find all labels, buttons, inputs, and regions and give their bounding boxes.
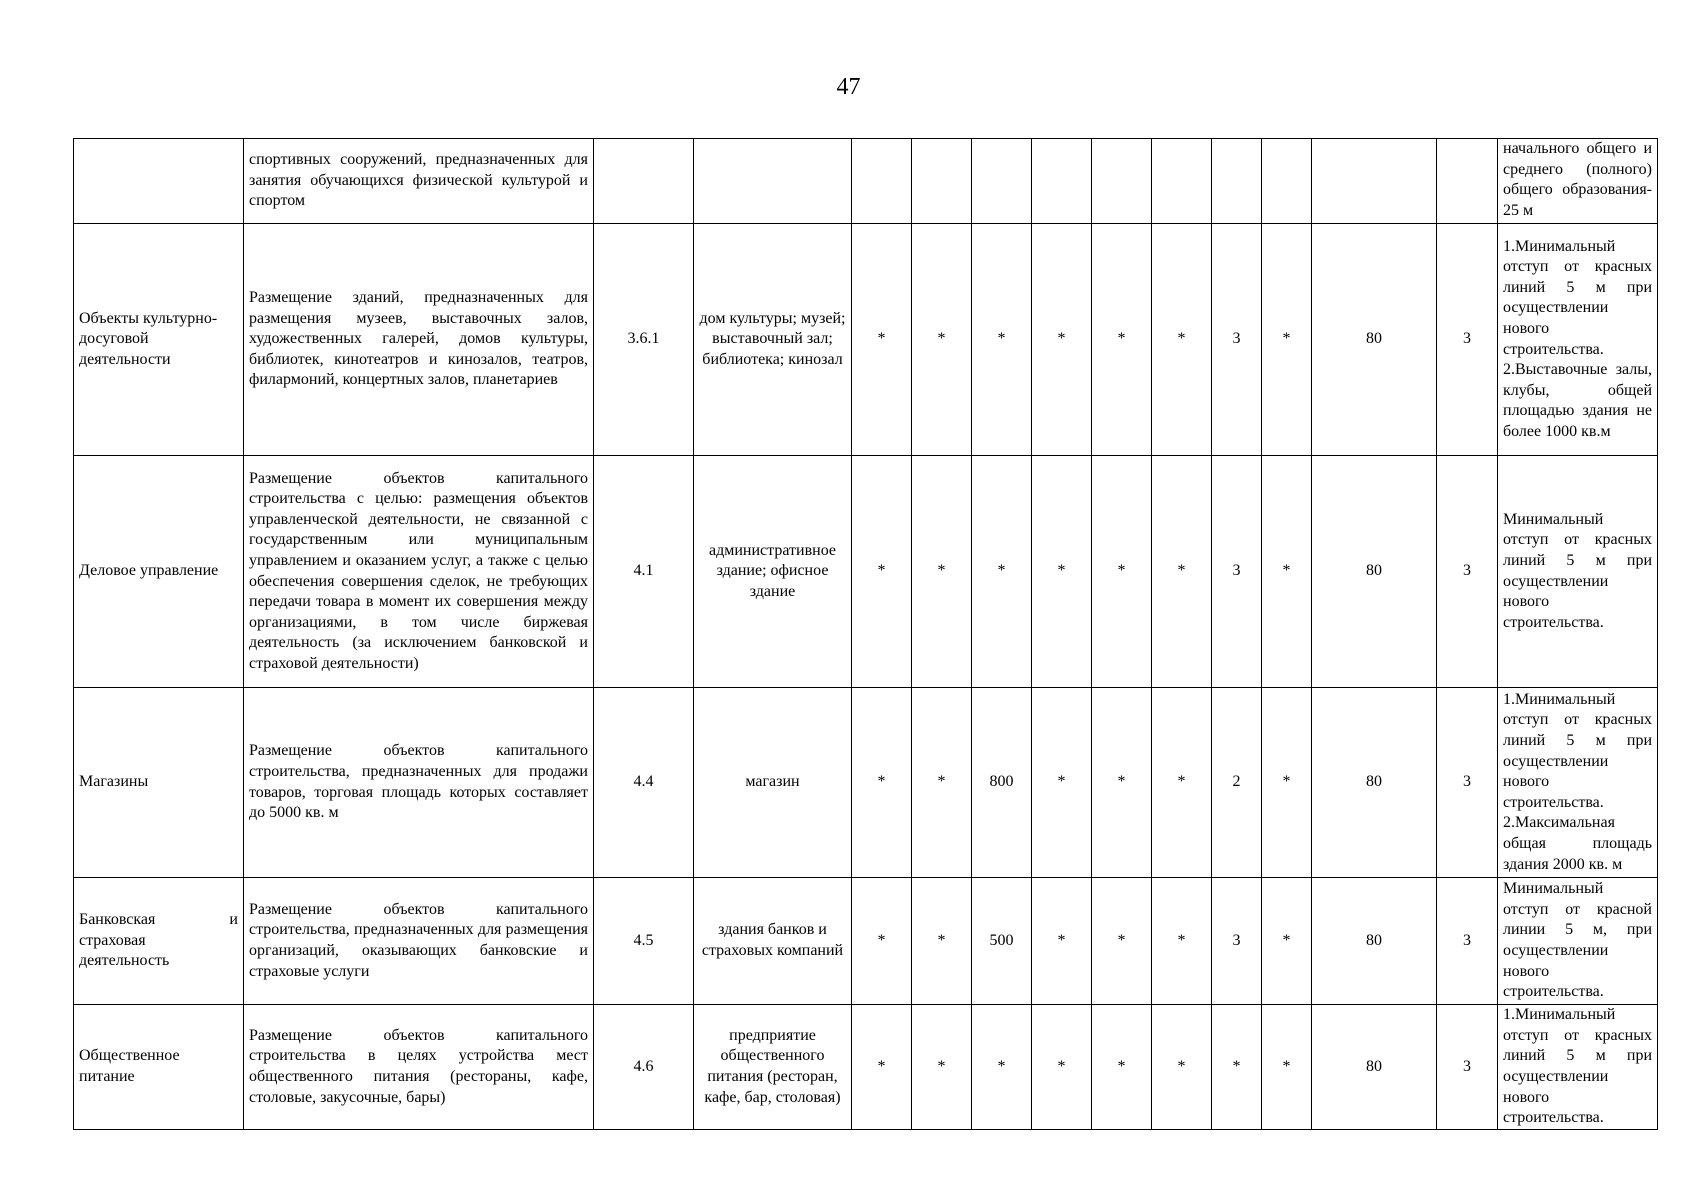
land-use-code: 4.6 <box>594 1005 694 1130</box>
permitted-objects: магазин <box>694 688 852 878</box>
param-cell: * <box>912 224 972 456</box>
table-row <box>74 688 1658 878</box>
param-cell: * <box>1262 878 1312 1005</box>
note-cell <box>1498 1005 1658 1130</box>
param-cell: * <box>1092 456 1152 688</box>
note-cell <box>1498 456 1658 688</box>
param-cell: * <box>1212 1005 1262 1130</box>
param-cell: 80 <box>1312 456 1437 688</box>
param-cell: * <box>912 878 972 1005</box>
param-cell: * <box>1152 878 1212 1005</box>
table-row <box>74 878 1658 1005</box>
param-cell: * <box>1032 688 1092 878</box>
note-cell <box>1498 688 1658 878</box>
param-cell: * <box>1092 1005 1152 1130</box>
param-cell: * <box>852 456 912 688</box>
land-use-code: 4.5 <box>594 878 694 1005</box>
land-use-name: Магазины <box>74 688 244 878</box>
param-cell: * <box>1092 224 1152 456</box>
param-cell: * <box>912 688 972 878</box>
note-line: Минимальный отступ от красной линии 5 м, при осуществлении нового строительства. <box>1503 880 1652 1001</box>
note-line: 2.Максимальная общая площадь здания 2000 кв. м <box>1503 814 1652 873</box>
param-cell: 800 <box>972 688 1032 878</box>
param-cell: * <box>1152 1005 1212 1130</box>
table-row <box>74 139 1658 224</box>
param-cell: 80 <box>1312 688 1437 878</box>
param-cell: 3 <box>1437 224 1498 456</box>
param-cell: * <box>1032 224 1092 456</box>
land-use-description: Размещение зданий, предназначенных для размещения музеев, выставочных залов, художественных галерей, домов культуры, библиотек, кинотеатров и кинозалов, театров, филармоний, концертных залов, планетариев <box>244 224 594 456</box>
param-cell <box>1262 139 1312 224</box>
note-line: начального общего и среднего (полного) общего образования- 25 м <box>1503 140 1652 219</box>
note-line: 1.Минимальный отступ от красных линий 5 м при осуществлении нового строительства. <box>1503 690 1652 811</box>
land-use-description: Размещение объектов капитального строительства с целью: размещения объектов управленческой деятельности, не связанной с государственным или муниципальным управлением и оказанием услуг, а также с целью обеспечения совершения сделок, не требующих передачи товара в момент их совершения между организациями, в том числе биржевая деятельность (за исключением банковской и страховой деятельности) <box>244 456 594 688</box>
land-use-description: Размещение объектов капитального строительства в целях устройства мест общественного питания (рестораны, кафе, столовые, закусочные, бары) <box>244 1005 594 1130</box>
param-cell: * <box>1262 456 1312 688</box>
param-cell: * <box>1032 878 1092 1005</box>
permitted-objects <box>694 139 852 224</box>
permitted-objects: административное здание; офисное здание <box>694 456 852 688</box>
note-line: 2.Выставочные залы, клубы, общей площадью здания не более 1000 кв.м <box>1503 361 1652 440</box>
permitted-objects: предприятие общественного питания (ресторан, кафе, бар, столовая) <box>694 1005 852 1130</box>
param-cell: * <box>1152 224 1212 456</box>
param-cell: * <box>852 1005 912 1130</box>
table-row <box>74 1005 1658 1130</box>
note-line: 1.Минимальный отступ от красных линий 5 м при осуществлении нового строительства. <box>1503 1006 1652 1127</box>
param-cell <box>852 139 912 224</box>
regulations-table <box>73 138 1658 1130</box>
param-cell: 3 <box>1437 688 1498 878</box>
param-cell: * <box>1152 456 1212 688</box>
note-line: 1.Минимальный отступ от красных линий 5 м при осуществлении нового строительства. <box>1503 237 1652 358</box>
param-cell <box>1312 139 1437 224</box>
param-cell: * <box>1092 688 1152 878</box>
param-cell: * <box>1032 456 1092 688</box>
param-cell: * <box>1032 1005 1092 1130</box>
param-cell: 2 <box>1212 688 1262 878</box>
param-cell <box>1437 139 1498 224</box>
param-cell: * <box>972 224 1032 456</box>
param-cell: 80 <box>1312 878 1437 1005</box>
land-use-name <box>74 139 244 224</box>
param-cell: 3 <box>1212 456 1262 688</box>
param-cell: * <box>852 688 912 878</box>
land-use-code: 3.6.1 <box>594 224 694 456</box>
param-cell: * <box>972 456 1032 688</box>
table-row <box>74 456 1658 688</box>
land-use-code: 4.1 <box>594 456 694 688</box>
note-cell <box>1498 878 1658 1005</box>
param-cell: 3 <box>1437 878 1498 1005</box>
param-cell <box>912 139 972 224</box>
param-cell: * <box>1092 878 1152 1005</box>
param-cell: * <box>1262 688 1312 878</box>
param-cell: * <box>1262 224 1312 456</box>
permitted-objects: здания банков и страховых компаний <box>694 878 852 1005</box>
param-cell: 3 <box>1437 1005 1498 1130</box>
param-cell <box>972 139 1032 224</box>
param-cell: * <box>972 1005 1032 1130</box>
land-use-name: Общественное питание <box>74 1005 244 1130</box>
note-cell <box>1498 139 1658 224</box>
param-cell: 80 <box>1312 1005 1437 1130</box>
land-use-name: Объекты культурно-досуговой деятельности <box>74 224 244 456</box>
param-cell: 3 <box>1212 224 1262 456</box>
param-cell <box>1152 139 1212 224</box>
permitted-objects: дом культуры; музей; выставочный зал; библиотека; кинозал <box>694 224 852 456</box>
param-cell: * <box>1262 1005 1312 1130</box>
land-use-name: Банковская и страховая деятельность <box>74 878 244 1005</box>
param-cell: 80 <box>1312 224 1437 456</box>
table-row <box>74 224 1658 456</box>
param-cell <box>1212 139 1262 224</box>
param-cell: 3 <box>1212 878 1262 1005</box>
param-cell: * <box>1152 688 1212 878</box>
param-cell: 500 <box>972 878 1032 1005</box>
param-cell: * <box>912 1005 972 1130</box>
param-cell <box>1092 139 1152 224</box>
param-cell <box>1032 139 1092 224</box>
land-use-name: Деловое управление <box>74 456 244 688</box>
land-use-code: 4.4 <box>594 688 694 878</box>
page-number: 47 <box>836 74 861 100</box>
land-use-description: Размещение объектов капитального строительства, предназначенных для размещения организаций, оказывающих банковские и страховые услуги <box>244 878 594 1005</box>
land-use-description: Размещение объектов капитального строительства, предназначенных для продажи товаров, торговая площадь которых составляет до 5000 кв. м <box>244 688 594 878</box>
note-cell <box>1498 224 1658 456</box>
note-line: Минимальный отступ от красных линий 5 м при осуществлении нового строительства. <box>1503 510 1652 631</box>
param-cell: * <box>912 456 972 688</box>
land-use-description: спортивных сооружений, предназначенных для занятия обучающихся физической культурой и спортом <box>244 139 594 224</box>
param-cell: * <box>852 224 912 456</box>
param-cell: 3 <box>1437 456 1498 688</box>
param-cell: * <box>852 878 912 1005</box>
land-use-code <box>594 139 694 224</box>
